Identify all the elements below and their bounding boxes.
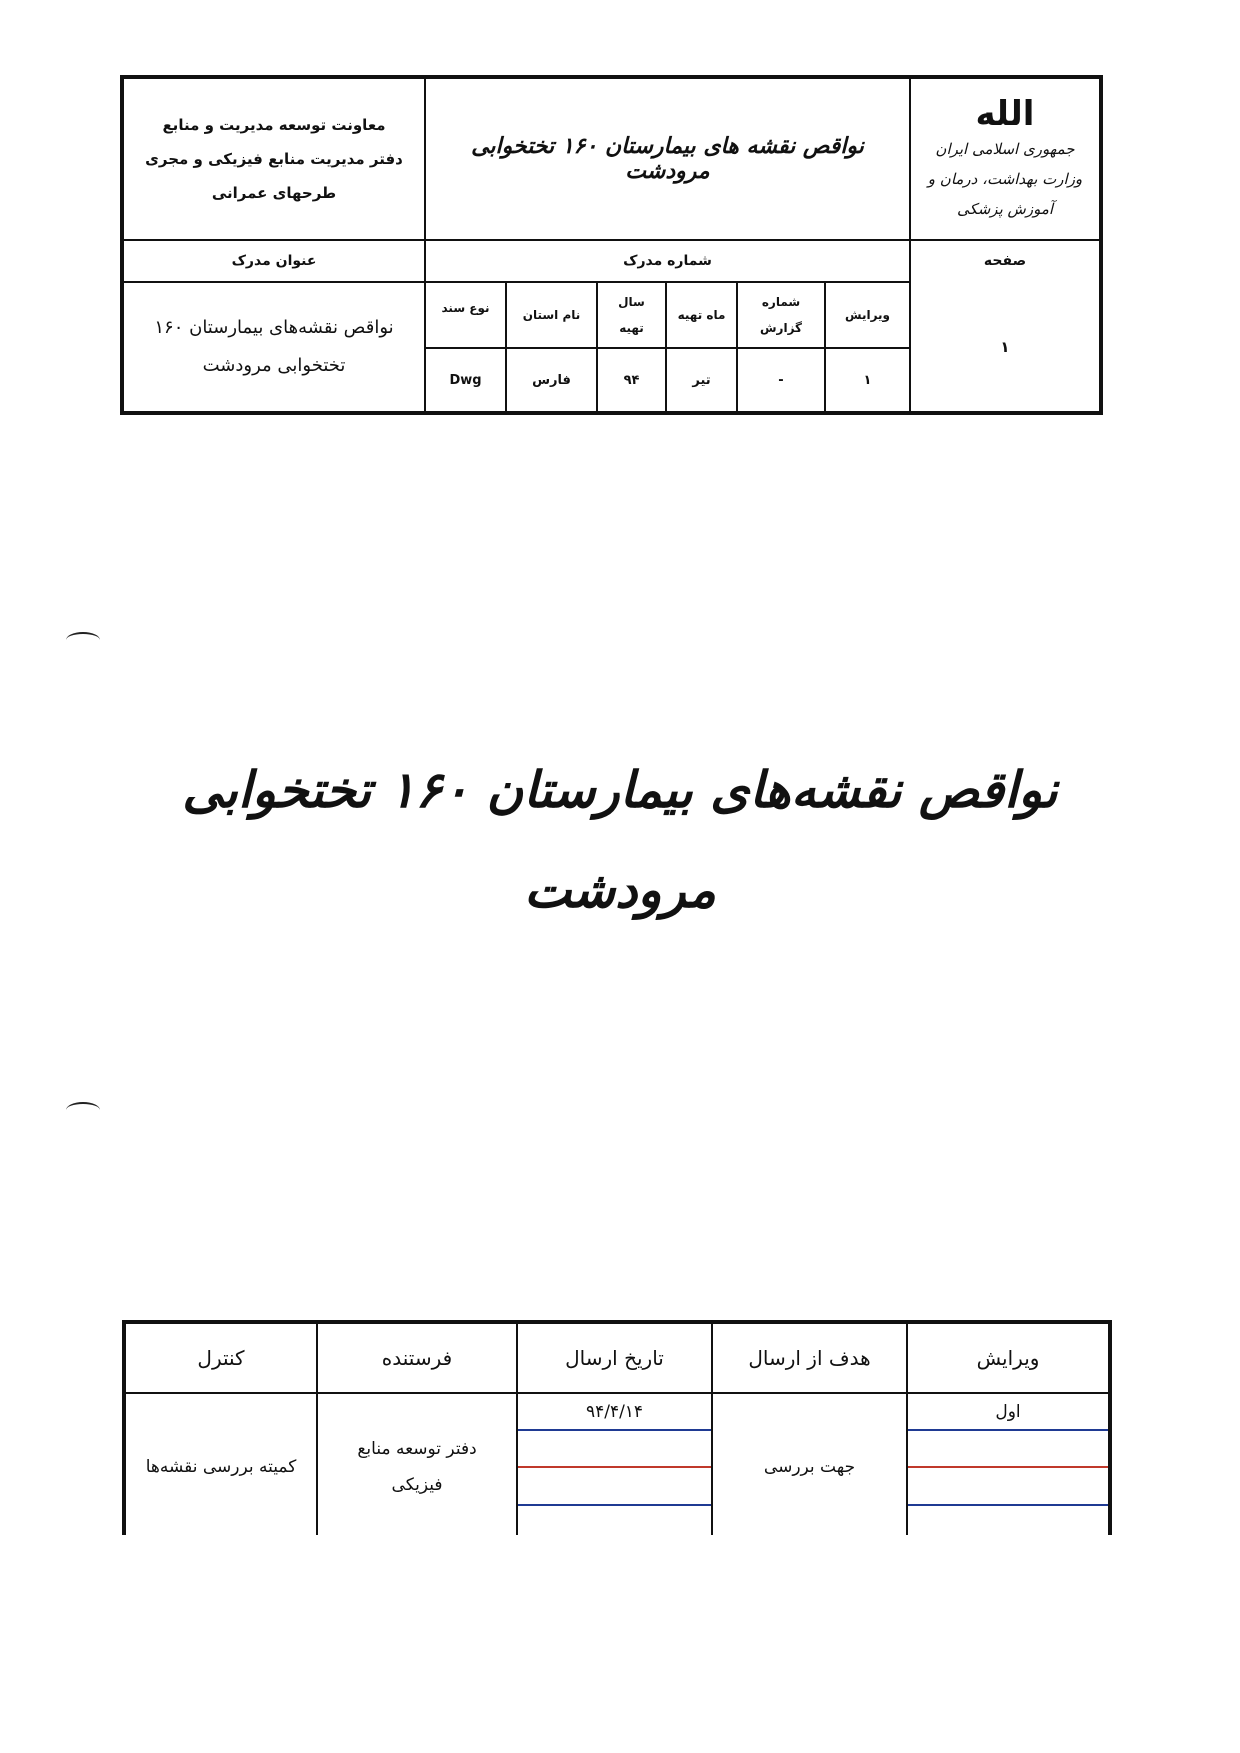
main-title [140,740,1100,940]
prep-year-header-line: سال [618,295,645,309]
row-line [908,1466,1108,1468]
purpose-column-header: هدف از ارسال [748,1346,871,1370]
report-number-value: - [778,372,784,388]
main-title-line: نواقص نقشه‌های بیمارستان ۱۶۰ تختخوابی [182,761,1058,819]
doc-title-line: نواقص نقشه‌های بیمارستان ۱۶۰ [154,317,394,338]
page-label: صفحه [983,253,1027,269]
page-value: ۱ [1000,338,1010,356]
project-title: نواقص نقشه های بیمارستان ۱۶۰ تختخوابی مرودشت [471,134,864,184]
sender-column-header: فرستنده [381,1346,453,1370]
emblem-icon: الله [975,94,1035,134]
sender-line: دفتر توسعه منابع [357,1438,477,1459]
control-value: کمیته بررسی نقشه‌ها [145,1456,297,1477]
edition-column-header: ویرایش [976,1346,1040,1370]
row-line [518,1466,711,1468]
document-header-table [120,75,1103,415]
organization-block [124,79,424,239]
date-column-header: تاریخ ارسال [565,1346,664,1370]
province-header: نام استان [522,308,581,322]
ministry-line-2: وزارت بهداشت، درمان و آموزش پزشکی [927,170,1083,218]
prep-year-header-line: تهیه [619,321,644,335]
sender-line: فیزیکی [391,1474,443,1495]
main-title-line: مرودشت [524,861,716,919]
org-line: طرحهای عمرانی [211,184,337,202]
purpose-value: جهت بررسی [763,1456,856,1477]
report-number-header [738,283,824,347]
doc-title-label: عنوان مدرک [231,253,317,269]
province-value: فارس [532,372,571,388]
prep-month-value: تیر [692,372,711,388]
ministry-logo-block [911,79,1099,239]
prep-year-header [598,283,665,347]
binder-hole-mark [66,1102,100,1118]
doc-number-label: شماره مدرک [623,253,712,269]
date-value: ۹۴/۴/۱۴ [585,1401,644,1422]
ministry-line-1: جمهوری اسلامی ایران [935,140,1075,158]
doc-title-line: تختخوابی مرودشت [202,355,346,376]
binder-hole-mark [66,632,100,648]
doc-type-value: Dwg [449,372,482,388]
transmittal-table [122,1320,1112,1535]
org-line: دفتر مدیریت منابع فیزیکی و مجری [145,150,403,168]
org-line: معاونت توسعه مدیریت و منابع [162,116,386,134]
row-line [518,1504,711,1506]
report-number-header-line: گزارش [759,321,803,335]
edition-value: ۱ [863,372,872,388]
prep-year-value: ۹۴ [623,372,640,388]
edition-value: اول [995,1401,1021,1422]
prep-month-header: ماه تهیه [677,308,726,322]
sender-value [318,1394,516,1539]
edition-header: ویرایش [845,308,891,322]
report-number-header-line: شماره [761,295,801,309]
doc-title-value [124,283,424,411]
control-column-header: کنترل [197,1346,245,1370]
row-line [908,1504,1108,1506]
doc-type-header: نوع سند [441,301,490,315]
